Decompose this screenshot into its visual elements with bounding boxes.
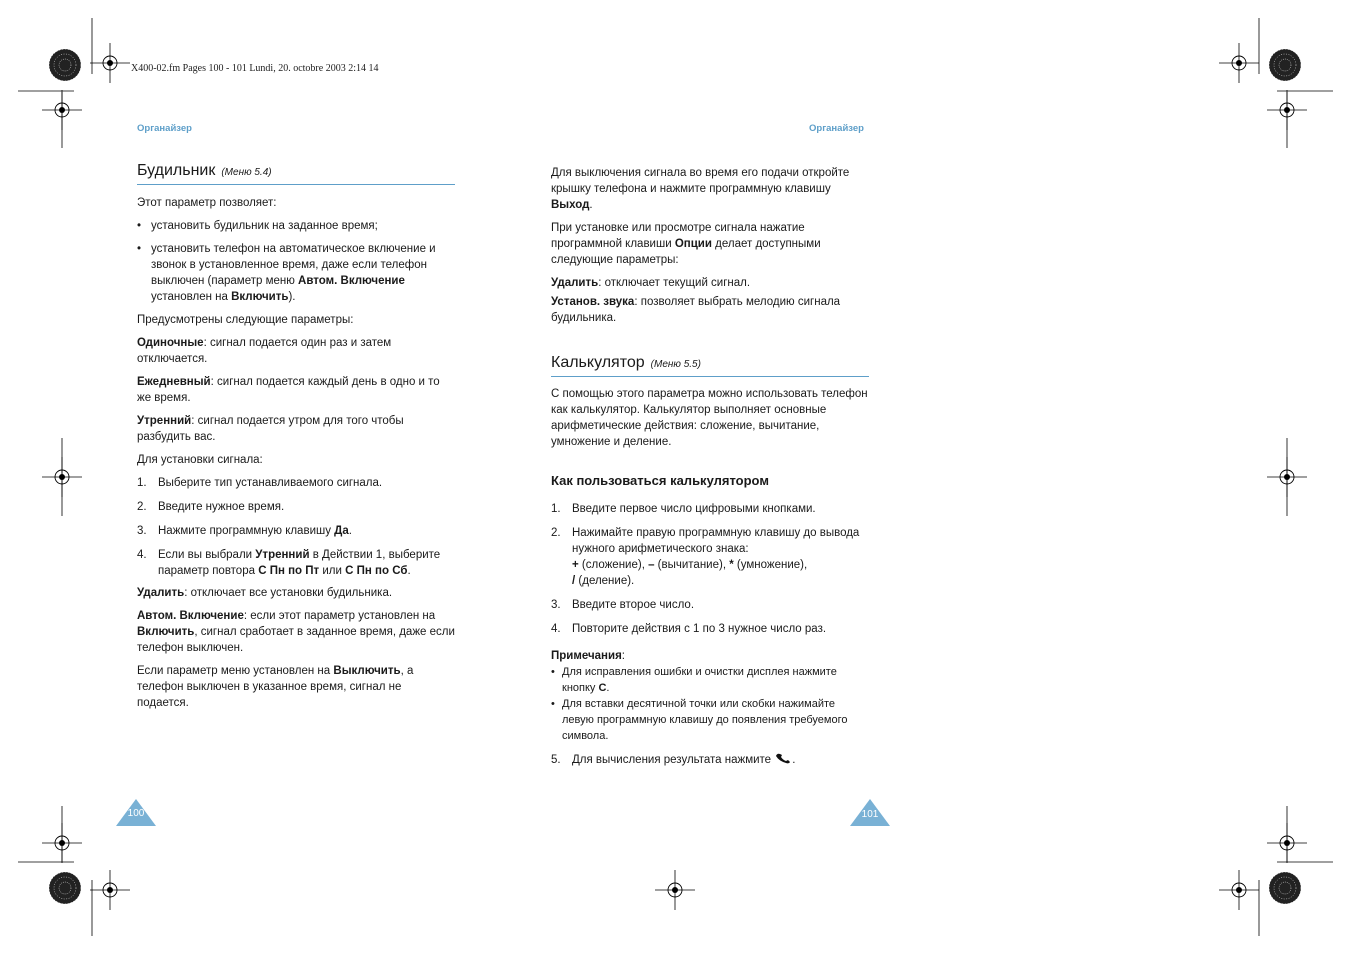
step-item: 4. Если вы выбрали Утренний в Действии 1, выберите параметр повтора С Пн по Пт или С Пн по Сб. (137, 549, 441, 577)
bullet-item: • установить будильник на заданное время; (137, 218, 455, 234)
option-sound: Установ. звука: позволяет выбрать мелодию сигнала будильника. (551, 296, 841, 324)
right-column (551, 165, 869, 776)
step-item: 3. Введите второе число. (551, 599, 695, 611)
intro-text: Этот параметр позволяет: (137, 197, 277, 209)
off-note: Если параметр меню установлен на Выключить, а телефон выключен в указанное время, сигнал не подается. (137, 665, 414, 709)
running-head-left: Органайзер (137, 123, 192, 134)
left-column (137, 163, 455, 718)
calculator-subtitle: Как пользоваться калькулятором (551, 473, 769, 488)
setup-intro: Для установки сигнала: (137, 454, 263, 466)
step-item: 5. Для вычисления результата нажмите . (551, 754, 796, 766)
step-item: 1. Введите первое число цифровыми кнопками. (551, 503, 816, 515)
file-slug: X400-02.fm Pages 100 - 101 Lundi, 20. octobre 2003 2:14 14 (131, 63, 379, 74)
option-delete: Удалить: отключает текущий сигнал. (551, 277, 751, 289)
note-item: • Для вставки десятичной точки или скобки нажимайте левую программную клавишу до появления требуемого символа. (551, 696, 869, 744)
param-single: Одиночные: сигнал подается один раз и затем отключается. (137, 337, 392, 365)
section-title-alarm (137, 163, 455, 185)
step-item: 1. Выберите тип устанавливаемого сигнала. (137, 477, 383, 489)
menu-ref: (Меню 5.5) (650, 359, 701, 370)
section-title-calculator (551, 355, 869, 377)
page-number-right: 101 (861, 809, 879, 820)
page-number-left: 100 (127, 808, 145, 819)
step-item: 4. Повторите действия с 1 по 3 нужное число раз. (551, 623, 827, 635)
params-intro: Предусмотрены следующие параметры: (137, 314, 354, 326)
delete-option: Удалить: отключает все установки будильника. (137, 587, 393, 599)
param-morning: Утренний: сигнал подается утром для того чтобы разбудить вас. (137, 415, 404, 443)
step-item: 3. Нажмите программную клавишу Да. (137, 525, 352, 537)
param-daily: Ежедневный: сигнал подается каждый день в одно и то же время. (137, 376, 440, 404)
calculator-intro: С помощью этого параметра можно использовать телефон как калькулятор. Калькулятор выполняет основные арифметические действия: сложение, вычитание, умножение и деление. (551, 388, 868, 448)
note-item: • Для исправления ошибки и очистки дисплея нажмите кнопку C. (551, 664, 869, 696)
step-item: 2. Нажимайте правую программную клавишу до вывода нужного арифметического знака: + (сложение), – (вычитание), * (умножение), / (деление). (551, 527, 860, 587)
alarm-options-text: При установке или просмотре сигнала нажатие программной клавиши Опции делает доступными следующие параметры: (551, 222, 821, 266)
menu-ref: (Меню 5.4) (221, 167, 272, 178)
notes-heading: Примечания: (551, 650, 625, 662)
calculator-title: Калькулятор (551, 354, 645, 371)
alarm-title: Будильник (137, 162, 216, 179)
running-head-right: Органайзер (809, 123, 864, 134)
call-key-icon (774, 752, 792, 764)
alarm-stop-text: Для выключения сигнала во время его подачи откройте крышку телефона и нажмите программную клавишу Выход. (551, 167, 850, 211)
bullet-item: • установить телефон на автоматическое включение и звонок в установленное время, даже если телефон выключен (параметр меню Автом. Включение установлен на Включить). (137, 241, 455, 305)
step-item: 2. Введите нужное время. (137, 501, 285, 513)
auto-on-option: Автом. Включение: если этот параметр установлен на Включить, сигнал сработает в заданное время, даже если телефон выключен. (137, 610, 455, 654)
